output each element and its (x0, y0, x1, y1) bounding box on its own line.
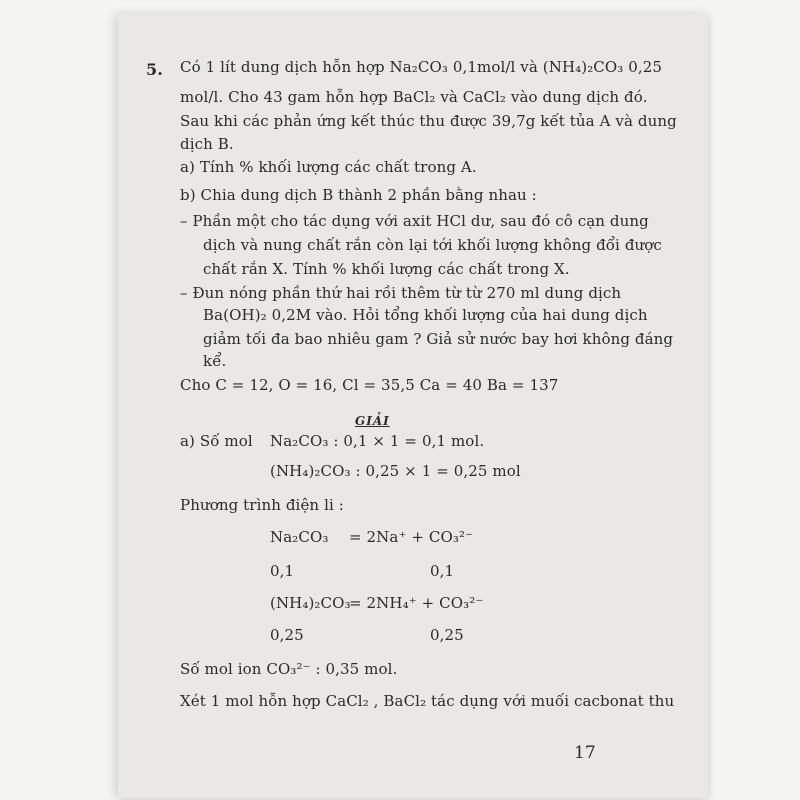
solution-heading: GIẢI (355, 414, 390, 428)
bullet-1-line-1: – Phần một cho tác dụng với axit HCl dư, sau đó cô cạn dung (180, 212, 649, 230)
atomic-masses: Cho C = 12, O = 16, Cl = 35,5 Ca = 40 Ba = 137 (180, 376, 559, 394)
eq1-right: = 2Na⁺ + CO₃²⁻ (349, 528, 474, 546)
part-a-question: a) Tính % khối lượng các chất trong A. (180, 158, 477, 176)
eq1-left: Na₂CO₃ (270, 528, 329, 546)
bullet-2-line-2: Ba(OH)₂ 0,2M vào. Hỏi tổng khối lượng của hai dung dịch (203, 306, 648, 324)
bullet-1-line-2: dịch và nung chất rắn còn lại tới khối lượng không đổi được (203, 236, 662, 254)
problem-line-1: Có 1 lít dung dịch hỗn hợp Na₂CO₃ 0,1mol/l và (NH₄)₂CO₃ 0,25 (180, 58, 663, 76)
bullet-2-line-4: kể. (203, 352, 227, 370)
solution-last-line: Xét 1 mol hỗn hợp CaCl₂ , BaCl₂ tác dụng với muối cacbonat thu (180, 692, 675, 710)
eq2-right-value: 0,25 (430, 626, 464, 644)
problem-line-3: Sau khi các phản ứng kết thúc thu được 39,7g kết tủa A và dung (180, 112, 677, 130)
bullet-2-line-1: – Đun nóng phần thứ hai rồi thêm từ từ 270 ml dung dịch (180, 284, 622, 302)
problem-line-4: dịch B. (180, 135, 234, 153)
ionization-label: Phương trình điện li : (180, 496, 344, 514)
bullet-2-line-3: giảm tối đa bao nhiêu gam ? Giả sử nước bay hơi không đáng (203, 330, 674, 348)
mol-na2co3: Na₂CO₃ : 0,1 × 1 = 0,1 mol. (270, 432, 485, 450)
book-page (118, 14, 708, 798)
page-number: 17 (574, 743, 596, 763)
eq1-right-value: 0,1 (430, 562, 455, 580)
eq1-left-value: 0,1 (270, 562, 295, 580)
part-b-question: b) Chia dung dịch B thành 2 phần bằng nhau : (180, 186, 537, 204)
mol-nh4-2co3: (NH₄)₂CO₃ : 0,25 × 1 = 0,25 mol (270, 462, 521, 480)
problem-number: 5. (146, 60, 163, 79)
eq2-left: (NH₄)₂CO₃ (270, 594, 351, 612)
eq2-right: = 2NH₄⁺ + CO₃²⁻ (349, 594, 484, 612)
mol-label: a) Số mol (180, 432, 253, 450)
bullet-1-line-3: chất rắn X. Tính % khối lượng các chất trong X. (203, 260, 570, 278)
co3-total-mol: Số mol ion CO₃²⁻ : 0,35 mol. (180, 660, 398, 678)
eq2-left-value: 0,25 (270, 626, 304, 644)
problem-line-2: mol/l. Cho 43 gam hỗn hợp BaCl₂ và CaCl₂ vào dung dịch đó. (180, 88, 648, 106)
